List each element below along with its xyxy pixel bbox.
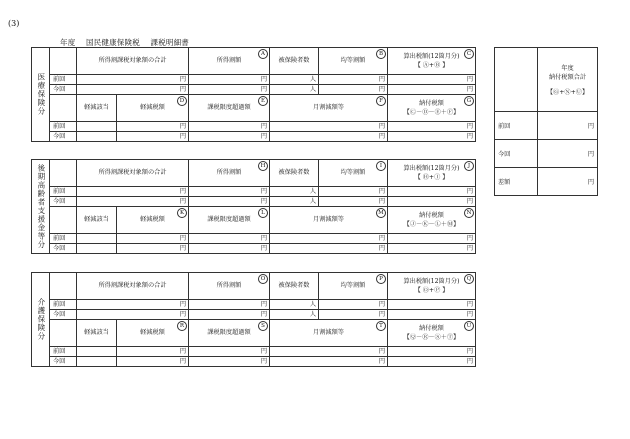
section-label: 介護保険分 [32, 273, 50, 367]
pay-formula: 【Ⓙ－Ⓚ－Ⓛ＋Ⓜ】 [403, 220, 460, 228]
limit-excess-value[interactable] [189, 132, 270, 142]
header-income-base: 所得割課税対象額の合計 [77, 48, 189, 75]
column-letter-marker: S [258, 321, 268, 331]
header-income-tax: 所得割額 A [189, 48, 270, 75]
unit-yen: 円 [260, 310, 267, 318]
unit-yen: 円 [587, 179, 594, 186]
unit-yen: 円 [378, 187, 385, 195]
row-label-corner [50, 273, 77, 300]
row-label: 今回 [50, 357, 77, 367]
column-letter-marker: J [464, 161, 474, 171]
income-tax-value[interactable] [189, 187, 270, 197]
unit-yen: 円 [260, 75, 267, 83]
payment-tax-value[interactable] [388, 244, 476, 254]
unit-yen: 円 [179, 197, 186, 205]
insured-count-value[interactable] [270, 187, 319, 197]
unit-yen: 円 [179, 122, 186, 130]
header-monthly-reduction: 月割減額等 T [270, 320, 388, 347]
income-base-value[interactable] [77, 187, 189, 197]
row-label-corner [50, 207, 77, 234]
header-limit-excess: 課税限度超過額 L [189, 207, 270, 234]
header-payment-tax: 納付税額 【Ⓠ－Ⓡ－Ⓢ＋Ⓣ】 U [388, 320, 476, 347]
unit-yen: 円 [260, 244, 267, 252]
monthly-reduction-value[interactable] [270, 347, 388, 357]
payment-tax-value[interactable] [388, 132, 476, 142]
income-base-value[interactable] [77, 85, 189, 95]
header-reduction-flag: 軽減該当 [77, 207, 117, 234]
calculated-tax-value[interactable] [388, 197, 476, 207]
equal-amount-value[interactable] [319, 197, 388, 207]
unit-yen: 円 [260, 132, 267, 140]
monthly-reduction-value[interactable] [270, 244, 388, 254]
header-reduction-flag: 軽減該当 [77, 95, 117, 122]
unit-yen: 円 [466, 187, 473, 195]
unit-yen: 円 [587, 151, 594, 158]
equal-amount-value[interactable] [319, 310, 388, 320]
calculated-tax-value[interactable] [388, 310, 476, 320]
income-tax-value[interactable] [189, 197, 270, 207]
unit-yen: 円 [179, 300, 186, 308]
unit-person: 人 [309, 187, 316, 195]
monthly-reduction-value[interactable] [270, 132, 388, 142]
reduction-flag-value[interactable] [77, 357, 117, 367]
unit-person: 人 [309, 197, 316, 205]
header-income-tax: 所得割額 H [189, 160, 270, 187]
unit-yen: 円 [466, 197, 473, 205]
row-label: 今回 [50, 244, 77, 254]
unit-yen: 円 [260, 357, 267, 365]
unit-person: 人 [309, 85, 316, 93]
header-income-base: 所得割課税対象額の合計 [77, 273, 189, 300]
header-calculated-tax: 算出税額(12箇月分) 【 Ⓐ+Ⓑ 】 C [388, 48, 476, 75]
row-label-corner [50, 320, 77, 347]
unit-yen: 円 [466, 310, 473, 318]
row-label: 今回 [50, 132, 77, 142]
unit-yen: 円 [378, 122, 385, 130]
header-insured-count: 被保険者数 [270, 273, 319, 300]
unit-yen: 円 [466, 357, 473, 365]
header-monthly-reduction: 月割減額等 M [270, 207, 388, 234]
monthly-reduction-value[interactable] [270, 122, 388, 132]
unit-yen: 円 [260, 85, 267, 93]
reduction-amount-value[interactable] [117, 347, 189, 357]
calc-formula: 【 Ⓗ+Ⓘ 】 [414, 173, 449, 181]
income-base-value[interactable] [77, 197, 189, 207]
column-letter-marker: T [376, 321, 386, 331]
row-label: 今回 [50, 197, 77, 207]
column-letter-marker: R [177, 321, 187, 331]
unit-yen: 円 [466, 122, 473, 130]
unit-yen: 円 [587, 123, 594, 130]
equal-amount-value[interactable] [319, 85, 388, 95]
unit-yen: 円 [378, 357, 385, 365]
row-label: 今回 [50, 310, 77, 320]
column-letter-marker: C [464, 49, 474, 59]
column-letter-marker: M [376, 208, 386, 218]
header-reduction-amount: 軽減税額 R [117, 320, 189, 347]
unit-yen: 円 [179, 85, 186, 93]
tax-section-table [31, 47, 476, 142]
limit-excess-value[interactable] [189, 347, 270, 357]
reduction-amount-value[interactable] [117, 122, 189, 132]
unit-yen: 円 [378, 234, 385, 242]
unit-yen: 円 [260, 300, 267, 308]
unit-yen: 円 [466, 75, 473, 83]
row-label: 前回 [50, 187, 77, 197]
column-letter-marker: H [258, 161, 268, 171]
section-label: 後期高齢者支援金等分 [32, 160, 50, 254]
reduction-flag-value[interactable] [77, 244, 117, 254]
summary-curr-value[interactable] [538, 140, 598, 168]
summary-row-label: 前回 [495, 112, 538, 140]
unit-yen: 円 [179, 132, 186, 140]
column-letter-marker: P [376, 274, 386, 284]
header-insured-count: 被保険者数 [270, 48, 319, 75]
calculated-tax-value[interactable] [388, 75, 476, 85]
header-limit-excess: 課税限度超過額 S [189, 320, 270, 347]
unit-yen: 円 [179, 75, 186, 83]
unit-yen: 円 [378, 85, 385, 93]
row-label: 前回 [50, 234, 77, 244]
summary-row-label: 今回 [495, 140, 538, 168]
summary-corner [495, 48, 538, 112]
header-reduction-flag: 軽減該当 [77, 320, 117, 347]
unit-yen: 円 [179, 244, 186, 252]
reduction-amount-value[interactable] [117, 357, 189, 367]
column-letter-marker: K [177, 208, 187, 218]
row-label-corner [50, 95, 77, 122]
tax-section-table [31, 159, 476, 254]
insured-count-value[interactable] [270, 197, 319, 207]
summary-row-label: 差額 [495, 168, 538, 196]
unit-yen: 円 [179, 187, 186, 195]
header-equal-amount: 均等割額 P [319, 273, 388, 300]
unit-yen: 円 [378, 347, 385, 355]
column-letter-marker: N [464, 208, 474, 218]
row-label-corner [50, 48, 77, 75]
calc-formula: 【 Ⓐ+Ⓑ 】 [414, 61, 449, 69]
reduction-amount-value[interactable] [117, 244, 189, 254]
reduction-flag-value[interactable] [77, 132, 117, 142]
row-label: 前回 [50, 122, 77, 132]
column-letter-marker: U [464, 321, 474, 331]
header-reduction-amount: 軽減税額 D [117, 95, 189, 122]
monthly-reduction-value[interactable] [270, 357, 388, 367]
insured-count-value[interactable] [270, 75, 319, 85]
section-label: 医療保険分 [32, 48, 50, 142]
unit-yen: 円 [260, 234, 267, 242]
unit-yen: 円 [378, 132, 385, 140]
income-tax-value[interactable] [189, 75, 270, 85]
unit-yen: 円 [179, 347, 186, 355]
unit-yen: 円 [260, 347, 267, 355]
income-tax-value[interactable] [189, 300, 270, 310]
unit-yen: 円 [260, 122, 267, 130]
row-label: 前回 [50, 75, 77, 85]
unit-yen: 円 [378, 244, 385, 252]
income-base-value[interactable] [77, 310, 189, 320]
summary-header [538, 48, 598, 112]
pay-formula: 【Ⓠ－Ⓡ－Ⓢ＋Ⓣ】 [403, 333, 460, 341]
column-letter-marker: Q [464, 274, 474, 284]
payment-tax-value[interactable] [388, 234, 476, 244]
unit-person: 人 [309, 75, 316, 83]
reduction-flag-value[interactable] [77, 234, 117, 244]
header-calculated-tax: 算出税額(12箇月分) 【 Ⓗ+Ⓘ 】 J [388, 160, 476, 187]
row-label: 前回 [50, 300, 77, 310]
unit-yen: 円 [378, 197, 385, 205]
summary-prev-value[interactable] [538, 112, 598, 140]
row-label: 前回 [50, 347, 77, 357]
income-base-value[interactable] [77, 75, 189, 85]
calculated-tax-value[interactable] [388, 85, 476, 95]
header-reduction-amount: 軽減税額 K [117, 207, 189, 234]
unit-yen: 円 [179, 234, 186, 242]
unit-yen: 円 [466, 300, 473, 308]
limit-excess-value[interactable] [189, 234, 270, 244]
unit-yen: 円 [466, 347, 473, 355]
header-equal-amount: 均等割額 B [319, 48, 388, 75]
column-letter-marker: O [258, 274, 268, 284]
unit-person: 人 [309, 300, 316, 308]
unit-yen: 円 [466, 244, 473, 252]
header-payment-tax: 納付税額 【Ⓙ－Ⓚ－Ⓛ＋Ⓜ】 N [388, 207, 476, 234]
income-tax-value[interactable] [189, 85, 270, 95]
unit-yen: 円 [179, 357, 186, 365]
summary-header-label: 納付税額合計 [548, 74, 587, 81]
unit-yen: 円 [466, 132, 473, 140]
limit-excess-value[interactable] [189, 122, 270, 132]
income-tax-value[interactable] [189, 310, 270, 320]
column-letter-marker: B [376, 49, 386, 59]
pay-formula: 【Ⓒ－Ⓓ－Ⓔ＋Ⓕ】 [403, 108, 460, 116]
reduction-flag-value[interactable] [77, 122, 117, 132]
column-letter-marker: A [258, 49, 268, 59]
unit-yen: 円 [260, 197, 267, 205]
unit-yen: 円 [466, 85, 473, 93]
equal-amount-value[interactable] [319, 75, 388, 85]
payment-tax-value[interactable] [388, 357, 476, 367]
summary-diff-value[interactable] [538, 168, 598, 196]
unit-yen: 円 [378, 75, 385, 83]
column-letter-marker: F [376, 96, 386, 106]
header-limit-excess: 課税限度超過額 E [189, 95, 270, 122]
unit-yen: 円 [260, 187, 267, 195]
unit-yen: 円 [466, 234, 473, 242]
tax-section-table [31, 272, 476, 367]
unit-person: 人 [309, 310, 316, 318]
header-monthly-reduction: 月割減額等 F [270, 95, 388, 122]
income-base-value[interactable] [77, 300, 189, 310]
unit-yen: 円 [378, 310, 385, 318]
column-letter-marker: D [177, 96, 187, 106]
payment-tax-value[interactable] [388, 347, 476, 357]
summary-header-formula: 【Ⓖ+Ⓝ+Ⓤ】 [546, 89, 589, 96]
column-letter-marker: L [258, 208, 268, 218]
equal-amount-value[interactable] [319, 187, 388, 197]
unit-yen: 円 [378, 300, 385, 308]
monthly-reduction-value[interactable] [270, 234, 388, 244]
summary-header-year: 年度 [561, 65, 574, 72]
equal-amount-value[interactable] [319, 300, 388, 310]
column-letter-marker: G [464, 96, 474, 106]
column-letter-marker: I [376, 161, 386, 171]
insured-count-value[interactable] [270, 310, 319, 320]
title-name: 国民健康保険税 [86, 38, 140, 47]
header-payment-tax: 納付税額 【Ⓒ－Ⓓ－Ⓔ＋Ⓕ】 G [388, 95, 476, 122]
header-income-tax: 所得割額 O [189, 273, 270, 300]
calculated-tax-value[interactable] [388, 187, 476, 197]
reduction-amount-value[interactable] [117, 234, 189, 244]
insured-count-value[interactable] [270, 85, 319, 95]
header-income-base: 所得割課税対象額の合計 [77, 160, 189, 187]
calc-formula: 【 Ⓞ+Ⓟ 】 [414, 286, 449, 294]
title-doc: 課税明細書 [150, 38, 189, 47]
header-calculated-tax: 算出税額(12箇月分) 【 Ⓞ+Ⓟ 】 Q [388, 273, 476, 300]
reduction-flag-value[interactable] [77, 347, 117, 357]
calculated-tax-value[interactable] [388, 300, 476, 310]
row-label: 今回 [50, 85, 77, 95]
limit-excess-value[interactable] [189, 357, 270, 367]
reduction-amount-value[interactable] [117, 132, 189, 142]
payment-tax-value[interactable] [388, 122, 476, 132]
section-number: (3) [8, 19, 20, 28]
insured-count-value[interactable] [270, 300, 319, 310]
limit-excess-value[interactable] [189, 244, 270, 254]
header-insured-count: 被保険者数 [270, 160, 319, 187]
summary-table [494, 47, 598, 196]
title-year: 年度 [60, 38, 76, 47]
unit-yen: 円 [179, 310, 186, 318]
header-equal-amount: 均等割額 I [319, 160, 388, 187]
column-letter-marker: E [258, 96, 268, 106]
row-label-corner [50, 160, 77, 187]
